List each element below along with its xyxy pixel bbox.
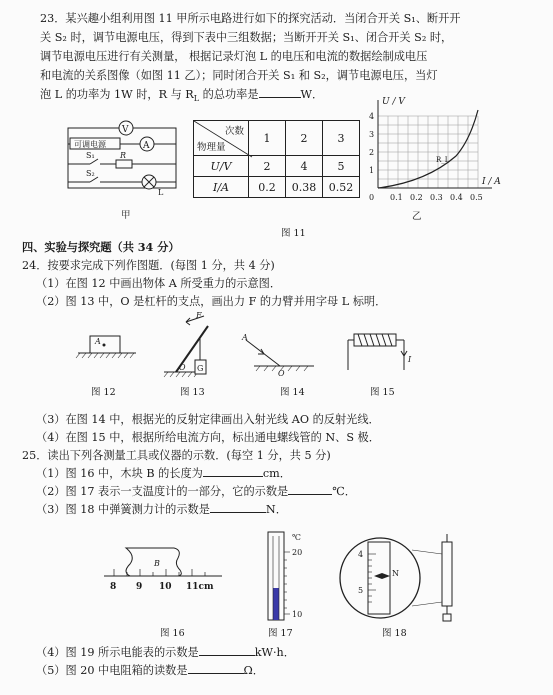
graph-xtick: 0.2 (410, 193, 423, 202)
q25-line-2-pre: （1）图 16 中，木块 B 的长度为 (36, 467, 203, 480)
q23-answer-blank[interactable] (259, 87, 301, 98)
fig18-spring-scale-diagram (334, 532, 470, 624)
q25-line-5-pre: （4）图 19 所示电能表的示数是 (36, 646, 199, 659)
q25-blank-4[interactable] (199, 645, 255, 656)
q24-line-1: 24．按要求完成下列作图题．(每图 1 分，共 4 分) (22, 259, 275, 272)
q25-blank-2[interactable] (288, 484, 332, 495)
section-4-title: 四、实验与探究题（共 34 分） (22, 240, 180, 254)
table-header-diagonal (194, 121, 249, 156)
q23-line-5 (40, 86, 323, 107)
data-table (193, 120, 360, 198)
graph-xtick: 0.4 (450, 193, 463, 202)
graph-xtick: 0.3 (430, 193, 443, 202)
s2-label: S₂ (86, 169, 95, 178)
caption-fig11: 图 11 (281, 228, 306, 239)
fig12-block-diagram (74, 332, 144, 362)
fig16-tick: 9 (136, 582, 143, 592)
q25-blank-1[interactable] (203, 466, 263, 477)
table-row-label: U/V (194, 156, 249, 177)
graph-ytick: 4 (369, 112, 375, 121)
fig16-tick: 11cm (186, 582, 214, 592)
graph-ylabel: U / V (382, 97, 405, 107)
fig13-label-g: G (197, 364, 204, 373)
fig17-tick: 20 (292, 548, 303, 557)
caption-fig16: 图 16 (160, 628, 185, 639)
r-label: R (120, 151, 127, 160)
fig15-label-i: I (408, 355, 412, 364)
fig17-tick: 10 (292, 610, 303, 619)
graph-xtick: 0 (369, 193, 375, 202)
q23-line-5-pre: 泡 L 的功率为 1W 时，R 与 R (40, 88, 194, 101)
caption-fig18: 图 18 (382, 628, 407, 639)
fig16-block-label: B (154, 559, 160, 568)
table-col-header: 1 (249, 121, 286, 156)
iv-graph (366, 96, 516, 208)
q25-line-3-pre: （2）图 17 表示一支温度计的一部分，它的示数是 (36, 485, 289, 498)
fig16-tick: 10 (159, 582, 172, 592)
q25-line-3 (36, 483, 356, 500)
fig18-tick: 4 (358, 550, 364, 559)
q25-line-5-post: kW·h． (254, 646, 295, 659)
graph-ytick: 2 (369, 148, 375, 157)
q23-line-1: 23．某兴趣小组利用图 11 甲所示电路进行如下的探究活动．当闭合开关 S₁、断开开 (40, 12, 461, 25)
fig13-label-o: O (179, 363, 186, 372)
fig16-tick: 8 (110, 582, 117, 592)
fig13-label-f: F (196, 311, 202, 320)
caption-jia: 甲 (121, 210, 131, 221)
fig14-label-a: A (242, 333, 248, 342)
q23-line-5-sub: L (193, 94, 200, 104)
fig17-thermometer-diagram (262, 530, 310, 622)
q25-line-6-post: Ω． (243, 664, 264, 677)
caption-fig12: 图 12 (91, 387, 116, 398)
fig13-lever-diagram (160, 312, 225, 380)
fig16-ruler-diagram (104, 542, 226, 598)
voltmeter-label: V (122, 125, 129, 135)
q25-line-1: 25．读出下列各测量工具或仪器的示数．(每空 1 分，共 5 分) (22, 449, 331, 462)
table-header-bottom: 物理量 (197, 142, 226, 153)
fig14-label-o: O (278, 369, 285, 378)
fig12-label-a: A (95, 337, 101, 346)
q25-line-2 (36, 465, 291, 482)
q23-line-5-mid: 的总功率是 (199, 88, 259, 101)
graph-xtick: 0.5 (470, 193, 483, 202)
fig18-tick: 5 (358, 586, 364, 595)
q23-line-3: 调节电源电压进行有关测量， 根据记录灯泡 L 的电压和电流的数据绘制成电压 (40, 50, 428, 63)
graph-ytick: 3 (369, 130, 375, 139)
table-col-header: 3 (323, 121, 360, 156)
graph-curve-label: R_L (436, 156, 450, 164)
table-header-top: 次数 (224, 126, 244, 137)
table-cell: 2 (249, 156, 286, 177)
q25-line-4-post: N． (265, 503, 287, 516)
graph-xlabel: I / A (482, 177, 501, 187)
table-cell: 0.2 (249, 177, 286, 198)
lamp-label: L (158, 188, 164, 197)
table-cell: 0.52 (323, 177, 360, 198)
q25-line-3-post: ℃． (332, 485, 356, 498)
q23-line-5-post: W． (300, 88, 324, 101)
q25-line-4 (36, 501, 287, 518)
table-cell: 5 (323, 156, 360, 177)
ammeter-label: A (143, 141, 150, 151)
q24-line-4: （3）在图 14 中，根据光的反射定律画出入射光线 AO 的反射光线． (36, 413, 380, 426)
q25-line-4-pre: （3）图 18 中弹簧测力计的示数是 (36, 503, 210, 516)
q23-line-2: 关 S₂ 时，调节电源电压，得到下表中三组数据；当断开开关 S₁、闭合开关 S₂ 时， (40, 31, 453, 44)
graph-ytick: 1 (369, 166, 375, 175)
caption-fig13: 图 13 (180, 387, 205, 398)
q25-blank-5[interactable] (188, 663, 244, 674)
fig18-label-n: N (392, 569, 399, 578)
fig14-reflection-diagram (236, 332, 326, 376)
source-label: 可调电源 (74, 140, 106, 149)
table-cell: 4 (286, 156, 323, 177)
graph-xtick: 0.1 (390, 193, 403, 202)
q25-line-2-post: cm． (262, 467, 291, 480)
table-row-label: I/A (194, 177, 249, 198)
caption-yi: 乙 (412, 211, 422, 222)
caption-fig17: 图 17 (268, 628, 293, 639)
table-col-header: 2 (286, 121, 323, 156)
q23-line-4: 和电流的关系图像（如图 11 乙）；同时闭合开关 S₁ 和 S₂，调节电源电压，当灯 (40, 69, 438, 82)
s1-label: S₁ (86, 151, 95, 160)
caption-fig14: 图 14 (280, 387, 305, 398)
q25-line-6-pre: （5）图 20 中电阻箱的读数是 (36, 664, 188, 677)
circuit-diagram (60, 118, 185, 198)
caption-fig15: 图 15 (370, 387, 395, 398)
q24-line-2: （1）在图 12 中画出物体 A 所受重力的示意图． (36, 277, 282, 290)
q25-line-6 (36, 662, 264, 679)
q25-blank-3[interactable] (210, 502, 266, 513)
q24-line-3: （2）图 13 中，O 是杠杆的支点，画出力 F 的力臂并用字母 L 标明． (36, 295, 387, 308)
q24-line-5: （4）在图 15 中，根据所给电流方向，标出通电螺线管的 N、S 极． (36, 431, 380, 444)
q25-line-5 (36, 644, 295, 661)
fig17-unit: ℃ (292, 533, 301, 542)
table-cell: 0.38 (286, 177, 323, 198)
fig15-solenoid-diagram (340, 330, 420, 378)
